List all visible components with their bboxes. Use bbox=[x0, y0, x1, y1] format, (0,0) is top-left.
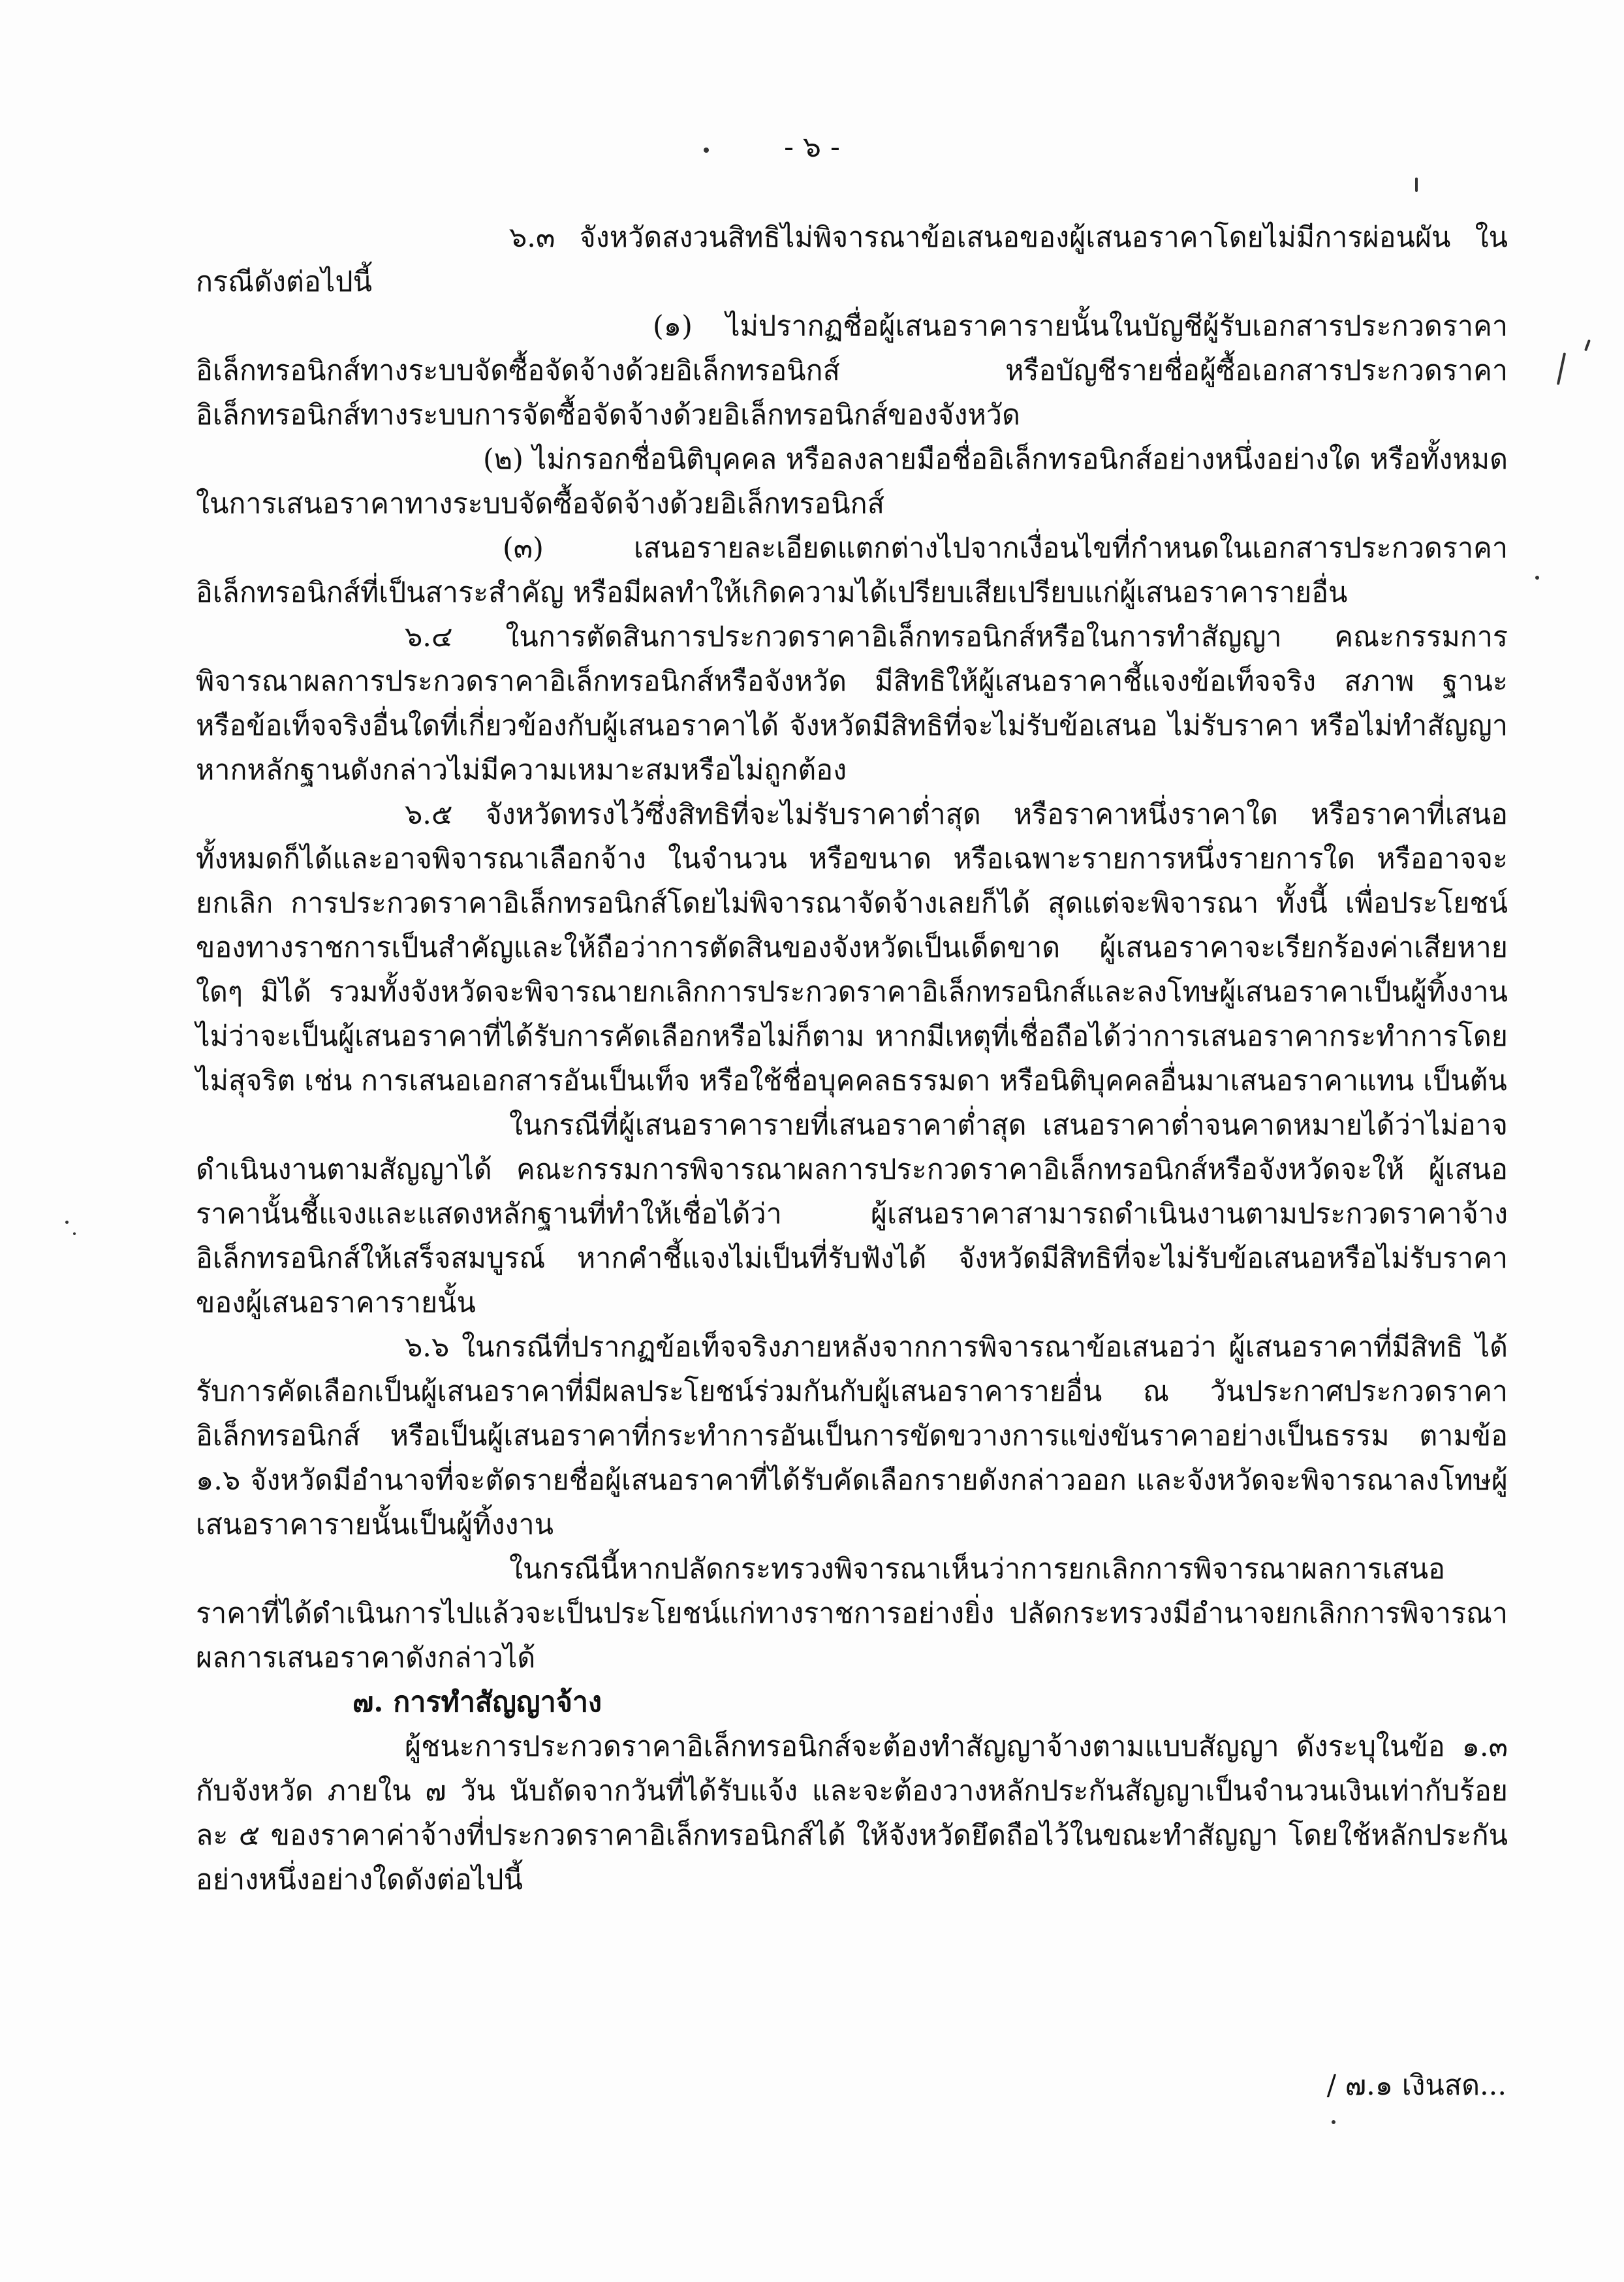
clause-6-5-note: ในกรณีที่ผู้เสนอราคารายที่เสนอราคาต่ำสุด เสนอราคาต่ำจนคาดหมายได้ว่าไม่อาจดำเนินงานตามสัญญาได้ คณะกรรมการพิจารณาผลการประกวดราคาอิเล็กทรอนิกส์หรือจังหวัดจะให้ ผู้เสนอราคานั้นชี้แจงและแสดงหลักฐานที่ทำให้เชื่อได้ว่า ผู้เสนอราคาสามารถดำเนินงานตามประกวดราคาจ้างอิเล็กทรอนิกส์ให้เสร็จสมบูรณ์ หากคำชี้แจงไม่เป็นที่รับฟังได้ จังหวัดมีสิทธิที่จะไม่รับข้อเสนอหรือไม่รับราคาของผู้เสนอราคารายนั้น bbox=[196, 1109, 1508, 1319]
scan-speck bbox=[1332, 2120, 1335, 2124]
scan-speck bbox=[1557, 352, 1566, 385]
document-body bbox=[196, 215, 1508, 1902]
clause-6-3: ๖.๓ จังหวัดสงวนสิทธิไม่พิจารณาข้อเสนอของผู้เสนอราคาโดยไม่มีการผ่อนผัน ในกรณีดังต่อไปนี้ bbox=[196, 221, 1508, 298]
scan-speck bbox=[1535, 576, 1539, 580]
continuation-note: / ๗.๑ เงินสด... bbox=[1326, 2069, 1507, 2102]
page-number: - ๖ - bbox=[784, 131, 840, 164]
scan-speck bbox=[65, 1221, 69, 1224]
clause-6-6: ๖.๖ ในกรณีที่ปรากฏข้อเท็จจริงภายหลังจากการพิจารณาข้อเสนอว่า ผู้เสนอราคาที่มีสิทธิ ได้รับการคัดเลือกเป็นผู้เสนอราคาที่มีผลประโยชน์ร่วมกันกับผู้เสนอราคารายอื่น ณ วันประกาศประกวดราคาอิเล็กทรอนิกส์ หรือเป็นผู้เสนอราคาที่กระทำการอันเป็นการขัดขวางการแข่งขันราคาอย่างเป็นธรรม ตามข้อ ๑.๖ จังหวัดมีอำนาจที่จะตัดรายชื่อผู้เสนอราคาที่ได้รับคัดเลือกรายดังกล่าวออก และจังหวัดจะพิจารณาลงโทษผู้เสนอราคารายนั้นเป็นผู้ทิ้งงาน bbox=[196, 1331, 1508, 1541]
clause-6-4: ๖.๔ ในการตัดสินการประกวดราคาอิเล็กทรอนิกส์หรือในการทำสัญญา คณะกรรมการพิจารณาผลการประกวดราคาอิเล็กทรอนิกส์หรือจังหวัด มีสิทธิให้ผู้เสนอราคาชี้แจงข้อเท็จจริง สภาพ ฐานะ หรือข้อเท็จจริงอื่นใดที่เกี่ยวข้องกับผู้เสนอราคาได้ จังหวัดมีสิทธิที่จะไม่รับข้อเสนอ ไม่รับราคา หรือไม่ทำสัญญา หากหลักฐานดังกล่าวไม่มีความเหมาะสมหรือไม่ถูกต้อง bbox=[196, 621, 1508, 787]
scan-speck bbox=[1415, 178, 1418, 192]
scan-speck bbox=[1584, 339, 1591, 351]
clause-6-3-1: (๑) ไม่ปรากฏชื่อผู้เสนอราคารายนั้นในบัญชีผู้รับเอกสารประกวดราคาอิเล็กทรอนิกส์ทางระบบจัดซื้อจัดจ้างด้วยอิเล็กทรอนิกส์ หรือบัญชีรายชื่อผู้ซื้อเอกสารประกวดราคาอิเล็กทรอนิกส์ทางระบบการจัดซื้อจัดจ้างด้วยอิเล็กทรอนิกส์ของจังหวัด bbox=[196, 310, 1508, 431]
section-heading: ๗. การทำสัญญาจ้าง bbox=[352, 1686, 602, 1719]
clause-6-6-note: ในกรณีนี้หากปลัดกระทรวงพิจารณาเห็นว่าการยกเลิกการพิจารณาผลการเสนอราคาที่ได้ดำเนินการไปแล้วจะเป็นประโยชน์แก่ทางราชการอย่างยิ่ง ปลัดกระทรวงมีอำนาจยกเลิกการพิจารณาผลการเสนอราคาดังกล่าวได้ bbox=[196, 1553, 1508, 1674]
clause-6-3-3: (๓) เสนอรายละเอียดแตกต่างไปจากเงื่อนไขที่กำหนดในเอกสารประกวดราคาอิเล็กทรอนิกส์ที่เป็นสาระสำคัญ หรือมีผลทำให้เกิดความได้เปรียบเสียเปรียบแก่ผู้เสนอราคารายอื่น bbox=[196, 532, 1508, 609]
clause-6-3-2: (๒) ไม่กรอกชื่อนิติบุคคล หรือลงลายมือชื่ออิเล็กทรอนิกส์อย่างหนึ่งอย่างใด หรือทั้งหมดในการเสนอราคาทางระบบจัดซื้อจัดจ้างด้วยอิเล็กทรอนิกส์ bbox=[196, 443, 1508, 520]
section-7-paragraph: ผู้ชนะการประกวดราคาอิเล็กทรอนิกส์จะต้องทำสัญญาจ้างตามแบบสัญญา ดังระบุในข้อ ๑.๓ กับจังหวัด ภายใน ๗ วัน นับถัดจากวันที่ได้รับแจ้ง และจะต้องวางหลักประกันสัญญาเป็นจำนวนเงินเท่ากับร้อยละ ๕ ของราคาค่าจ้างที่ประกวดราคาอิเล็กทรอนิกส์ได้ ให้จังหวัดยึดถือไว้ในขณะทำสัญญา โดยใช้หลักประกันอย่างหนึ่งอย่างใดดังต่อไปนี้ bbox=[196, 1730, 1508, 1896]
scan-speck bbox=[73, 1232, 76, 1235]
clause-6-5: ๖.๕ จังหวัดทรงไว้ซึ่งสิทธิที่จะไม่รับราคาต่ำสุด หรือราคาหนึ่งราคาใด หรือราคาที่เสนอทั้งหมดก็ได้และอาจพิจารณาเลือกจ้าง ในจำนวน หรือขนาด หรือเฉพาะรายการหนึ่งรายการใด หรืออาจจะยกเลิก การประกวดราคาอิเล็กทรอนิกส์โดยไม่พิจารณาจัดจ้างเลยก็ได้ สุดแต่จะพิจารณา ทั้งนี้ เพื่อประโยชน์ของทางราชการเป็นสำคัญและให้ถือว่าการตัดสินของจังหวัดเป็นเด็ดขาด ผู้เสนอราคาจะเรียกร้องค่าเสียหายใดๆ มิได้ รวมทั้งจังหวัดจะพิจารณายกเลิกการประกวดราคาอิเล็กทรอนิกส์และลงโทษผู้เสนอราคาเป็นผู้ทิ้งงาน ไม่ว่าจะเป็นผู้เสนอราคาที่ได้รับการคัดเลือกหรือไม่ก็ตาม หากมีเหตุที่เชื่อถือได้ว่าการเสนอราคากระทำการโดยไม่สุจริต เช่น การเสนอเอกสารอันเป็นเท็จ หรือใช้ชื่อบุคคลธรรมดา หรือนิติบุคคลอื่นมาเสนอราคาแทน เป็นต้น bbox=[196, 798, 1508, 1097]
